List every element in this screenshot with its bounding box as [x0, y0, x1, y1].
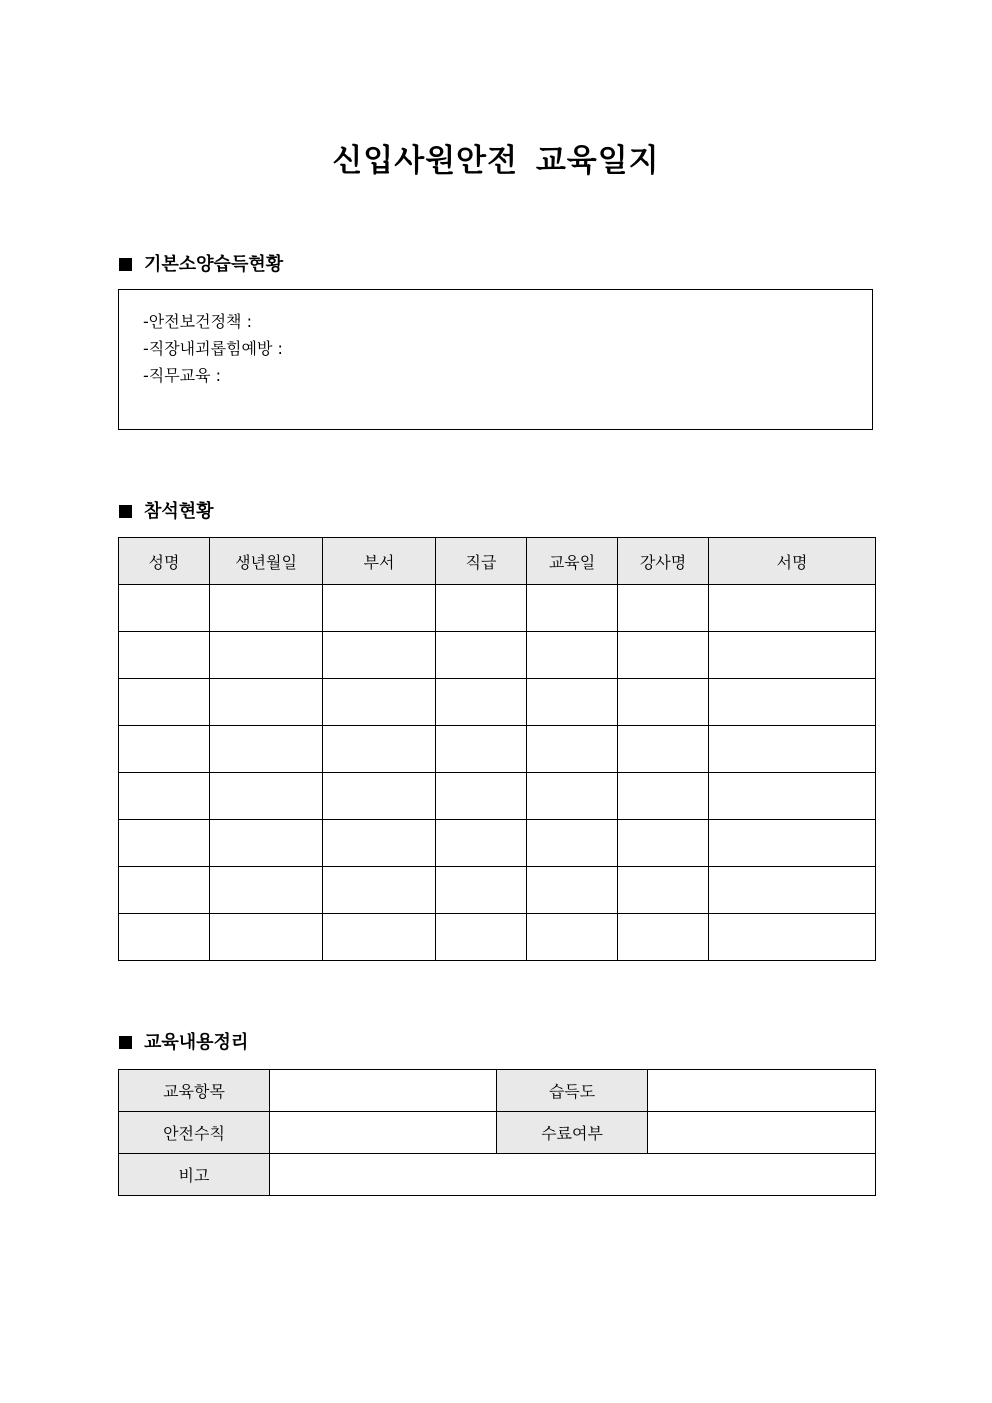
attendance-header-row — [119, 538, 876, 585]
table-cell[interactable] — [323, 726, 436, 773]
table-cell[interactable] — [119, 679, 210, 726]
page-title: 신입사원안전 교육일지 — [332, 143, 660, 179]
section-heading-attendance — [119, 499, 214, 525]
table-cell[interactable] — [436, 726, 527, 773]
table-cell[interactable] — [618, 585, 709, 632]
section-heading-attendance-label: 참석현황 — [144, 501, 214, 522]
table-cell[interactable] — [709, 914, 876, 961]
table-cell[interactable] — [709, 773, 876, 820]
table-cell[interactable] — [709, 820, 876, 867]
section-heading-summary-label: 교육내용정리 — [144, 1032, 249, 1053]
table-cell[interactable] — [618, 679, 709, 726]
table-cell[interactable] — [436, 820, 527, 867]
policy-line: -안전보건정책 : — [143, 312, 252, 331]
remarks-label: 비고 — [119, 1154, 270, 1196]
completion-label: 수료여부 — [497, 1112, 648, 1154]
proficiency-label: 습득도 — [497, 1070, 648, 1112]
summary-row — [119, 1070, 876, 1112]
harassment-prevention-line: -직장내괴롭힘예방 : — [143, 339, 283, 358]
table-cell[interactable] — [709, 679, 876, 726]
table-cell[interactable] — [323, 820, 436, 867]
table-cell[interactable] — [436, 773, 527, 820]
table-row — [119, 773, 876, 820]
column-header-signature: 서명 — [709, 538, 876, 585]
table-cell[interactable] — [436, 867, 527, 914]
table-cell[interactable] — [323, 679, 436, 726]
table-cell[interactable] — [436, 679, 527, 726]
table-cell[interactable] — [618, 726, 709, 773]
table-cell[interactable] — [119, 820, 210, 867]
table-cell[interactable] — [210, 632, 323, 679]
section-heading-summary — [119, 1030, 248, 1056]
table-cell[interactable] — [618, 867, 709, 914]
column-header-department: 부서 — [323, 538, 436, 585]
table-cell[interactable] — [210, 914, 323, 961]
table-cell[interactable] — [527, 679, 618, 726]
table-cell[interactable] — [210, 820, 323, 867]
table-cell[interactable] — [119, 726, 210, 773]
table-row — [119, 820, 876, 867]
column-header-training-date: 교육일 — [527, 538, 618, 585]
table-cell[interactable] — [323, 632, 436, 679]
training-summary-table — [118, 1069, 876, 1196]
table-cell[interactable] — [527, 773, 618, 820]
table-cell[interactable] — [527, 867, 618, 914]
table-cell[interactable] — [210, 726, 323, 773]
safety-rules-field[interactable] — [270, 1112, 497, 1154]
table-cell[interactable] — [210, 585, 323, 632]
table-cell[interactable] — [709, 632, 876, 679]
table-cell[interactable] — [210, 679, 323, 726]
remarks-field[interactable] — [270, 1154, 876, 1196]
table-cell[interactable] — [527, 914, 618, 961]
training-item-field[interactable] — [270, 1070, 497, 1112]
job-training-line: -직무교육 : — [143, 366, 222, 385]
table-row — [119, 679, 876, 726]
basic-competency-box — [118, 289, 873, 430]
table-cell[interactable] — [323, 867, 436, 914]
table-cell[interactable] — [709, 726, 876, 773]
section-heading-basic-label: 기본소양습득현황 — [144, 254, 284, 275]
proficiency-field[interactable] — [648, 1070, 876, 1112]
table-cell[interactable] — [119, 914, 210, 961]
table-cell[interactable] — [323, 914, 436, 961]
table-cell[interactable] — [210, 867, 323, 914]
table-row — [119, 726, 876, 773]
table-cell[interactable] — [436, 914, 527, 961]
table-cell[interactable] — [527, 726, 618, 773]
table-cell[interactable] — [618, 820, 709, 867]
column-header-instructor: 강사명 — [618, 538, 709, 585]
table-cell[interactable] — [210, 773, 323, 820]
training-item-label: 교육항목 — [119, 1070, 270, 1112]
table-cell[interactable] — [119, 773, 210, 820]
black-square-bullet-icon — [119, 258, 132, 271]
table-cell[interactable] — [119, 632, 210, 679]
table-row — [119, 632, 876, 679]
table-cell[interactable] — [709, 867, 876, 914]
safety-rules-label: 안전수칙 — [119, 1112, 270, 1154]
table-row — [119, 914, 876, 961]
table-cell[interactable] — [618, 632, 709, 679]
table-cell[interactable] — [527, 632, 618, 679]
summary-row — [119, 1112, 876, 1154]
table-cell[interactable] — [527, 820, 618, 867]
attendance-table — [118, 537, 876, 961]
table-cell[interactable] — [323, 773, 436, 820]
table-cell[interactable] — [709, 585, 876, 632]
column-header-name: 성명 — [119, 538, 210, 585]
table-cell[interactable] — [436, 585, 527, 632]
table-cell[interactable] — [527, 585, 618, 632]
column-header-birthdate: 생년월일 — [210, 538, 323, 585]
table-cell[interactable] — [618, 773, 709, 820]
column-header-position: 직급 — [436, 538, 527, 585]
table-cell[interactable] — [618, 914, 709, 961]
table-cell[interactable] — [436, 632, 527, 679]
section-heading-basic — [119, 252, 283, 278]
table-row — [119, 867, 876, 914]
table-cell[interactable] — [119, 867, 210, 914]
summary-row — [119, 1154, 876, 1196]
black-square-bullet-icon — [119, 1036, 132, 1049]
table-row — [119, 585, 876, 632]
black-square-bullet-icon — [119, 505, 132, 518]
table-cell[interactable] — [323, 585, 436, 632]
table-cell[interactable] — [119, 585, 210, 632]
completion-field[interactable] — [648, 1112, 876, 1154]
